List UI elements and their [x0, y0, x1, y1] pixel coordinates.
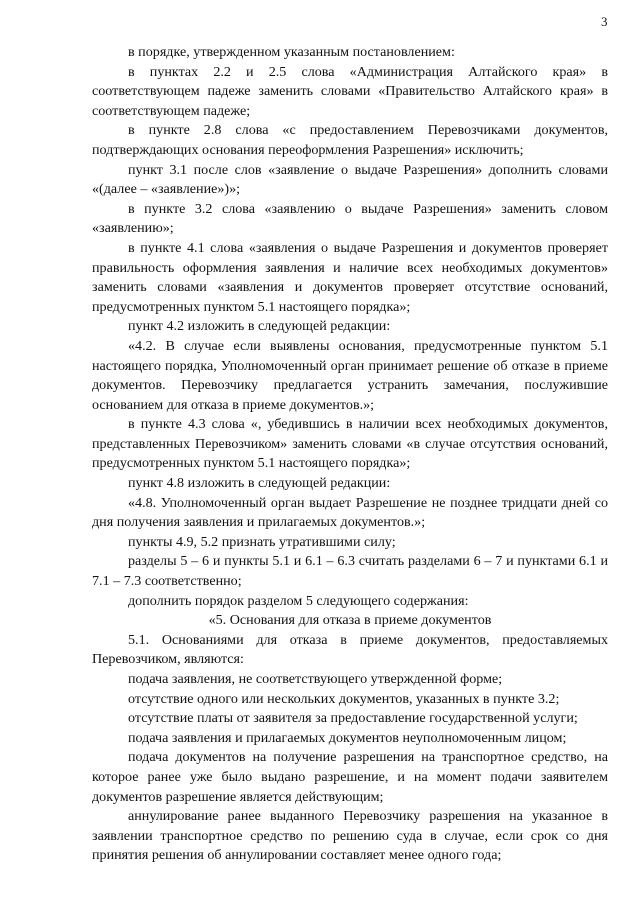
section-heading: «5. Основания для отказа в приеме документов: [208, 612, 492, 629]
paragraph: в порядке, утвержденном указанным постановлением:: [128, 44, 455, 60]
paragraph: в пункте 3.2 слова «заявлению о выдаче Разрешения» заменить словом «заявлению»;: [92, 200, 608, 237]
paragraph: «4.2. В случае если выявлены основания, предусмотренные пунктом 5.1 настоящего порядка, Уполномоченный орган принимает решение об отказе в приеме документов. Перевозчику предлагается устранить замечания, послужившие основанием для отказа в приеме документов.»;: [92, 337, 608, 413]
list-item: подача заявления, не соответствующего утвержденной форме;: [128, 671, 503, 687]
paragraph: в пункте 4.3 слова «, убедившись в наличии всех необходимых документов, представленных Перевозчиком» заменить словами «в случае отсутствия оснований, предусмотренных пунктом 5.1 настоящего порядка»;: [92, 416, 608, 472]
paragraph: 5.1. Основаниями для отказа в приеме документов, предоставляемых Перевозчиком, являются:: [92, 631, 608, 668]
paragraph: «4.8. Уполномоченный орган выдает Разрешение не позднее тридцати дней со дня получения заявления и прилагаемых документов.»;: [92, 494, 608, 531]
list-item: подача документов на получение разрешения на транспортное средство, на которое ранее уже было выдано разрешение, и на момент подачи заявителем документов разрешение является действующим;: [92, 749, 608, 805]
document-body: [92, 43, 608, 866]
paragraph: пункт 3.1 после слов «заявление о выдаче Разрешения» дополнить словами «(далее – «заявление»)»;: [92, 161, 608, 198]
paragraph: в пункте 2.8 слова «с предоставлением Перевозчиками документов, подтверждающих основания переоформления Разрешения» исключить;: [92, 122, 608, 158]
list-item: аннулирование ранее выданного Перевозчику разрешения на указанное в заявлении транспортное средство по решению суда в случае, если срок со дня принятия решения об аннулировании составляет менее одного года;: [92, 808, 608, 864]
page-number: 3: [601, 14, 608, 29]
list-item: подача заявления и прилагаемых документов неуполномоченным лицом;: [128, 729, 567, 746]
paragraph: пункт 4.2 изложить в следующей редакции:: [128, 318, 391, 335]
paragraph: в пунктах 2.2 и 2.5 слова «Администрация Алтайского края» в соответствующем падеже заменить словами «Правительство Алтайского края» в соответствующем падеже;: [92, 63, 608, 119]
list-item: отсутствие платы от заявителя за предоставление государственной услуги;: [128, 710, 578, 727]
paragraph: пункты 4.9, 5.2 признать утратившими силу;: [128, 533, 396, 550]
paragraph: разделы 5 – 6 и пункты 5.1 и 6.1 – 6.3 считать разделами 6 – 7 и пунктами 6.1 и 7.1 – 7.3 соответственно;: [92, 553, 608, 590]
paragraph: дополнить порядок разделом 5 следующего содержания:: [128, 592, 469, 609]
paragraph: пункт 4.8 изложить в следующей редакции:: [128, 475, 391, 492]
list-item: отсутствие одного или нескольких документов, указанных в пункте 3.2;: [128, 690, 560, 707]
paragraph: в пункте 4.1 слова «заявления о выдаче Разрешения и документов проверяет правильность оформления заявления и наличие всех необходимых документов» заменить словами «заявления и документов проверяет отсутствие оснований, предусмотренных пунктом 5.1 настоящего порядка»;: [92, 239, 608, 315]
